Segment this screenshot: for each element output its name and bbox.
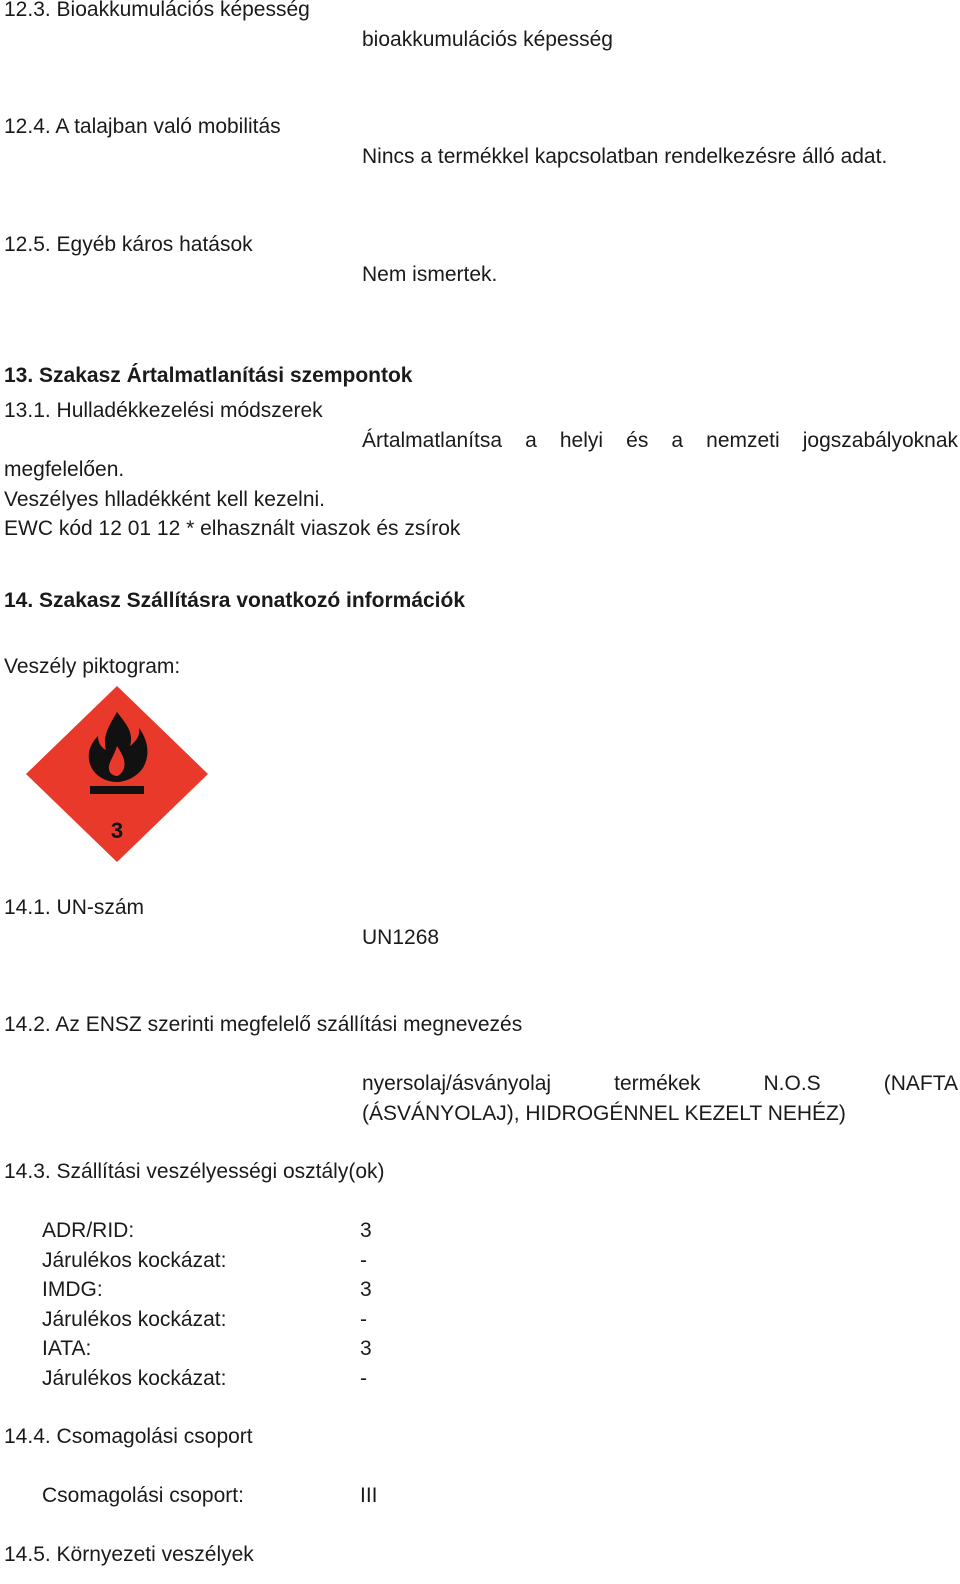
word: (NAFTA — [883, 1072, 958, 1095]
section-12-3-heading: 12.3. Bioakkumulációs képesség — [4, 0, 310, 21]
section-13-1-text-line1 — [362, 428, 958, 454]
section-13-1-text-line3: Veszélyes hlladékként kell kezelni. — [4, 488, 326, 511]
packing-group-value: III — [360, 1484, 378, 1507]
class-label-subsidiary-risk: Járulékos kockázat: — [42, 1308, 227, 1331]
word: helyi — [559, 429, 604, 452]
section-12-4-heading: 12.4. A talajban való mobilitás — [4, 115, 281, 138]
word: a — [671, 429, 684, 452]
class-label-subsidiary-risk: Járulékos kockázat: — [42, 1367, 227, 1390]
word: és — [626, 429, 649, 452]
class-label-imdg: IMDG: — [42, 1278, 103, 1301]
pictogram-class-number: 3 — [110, 818, 124, 843]
class-value-iata: 3 — [360, 1337, 372, 1360]
section-14-title: 14. Szakasz Szállításra vonatkozó információk — [4, 589, 466, 612]
word: termékek — [614, 1072, 701, 1095]
un-number-value: UN1268 — [362, 926, 440, 949]
class-value-subsidiary-risk: - — [360, 1308, 367, 1331]
class-value-imdg: 3 — [360, 1278, 372, 1301]
section-13-1-heading: 13.1. Hulladékkezelési módszerek — [4, 399, 323, 422]
section-12-5-value: Nem ismertek. — [362, 263, 498, 286]
section-14-1-heading: 14.1. UN-szám — [4, 896, 145, 919]
word: jogszabályoknak — [802, 429, 958, 452]
section-12-3-value: bioakkumulációs képesség — [362, 28, 613, 51]
section-14-3-heading: 14.3. Szállítási veszélyességi osztály(ok) — [4, 1160, 385, 1183]
class-value-subsidiary-risk: - — [360, 1249, 367, 1272]
word: nyersolaj/ásványolaj — [362, 1072, 552, 1095]
pictogram-label: Veszély piktogram: — [4, 655, 181, 678]
packing-group-label: Csomagolási csoport: — [42, 1484, 244, 1507]
class-label-subsidiary-risk: Járulékos kockázat: — [42, 1249, 227, 1272]
flammable-liquid-class-3-icon — [22, 684, 212, 864]
section-14-5-heading: 14.5. Környezeti veszélyek — [4, 1543, 254, 1566]
class-value-subsidiary-risk: - — [360, 1367, 367, 1390]
class-label-iata: IATA: — [42, 1337, 92, 1360]
word: a — [525, 429, 537, 452]
word: N.O.S — [763, 1072, 821, 1095]
class-value-adr-rid: 3 — [360, 1219, 372, 1242]
section-14-4-heading: 14.4. Csomagolási csoport — [4, 1425, 253, 1448]
section-13-1-text-line2: megfelelően. — [4, 458, 125, 481]
word: Ártalmatlanítsa — [362, 429, 503, 452]
section-13-title: 13. Szakasz Ártalmatlanítási szempontok — [4, 364, 413, 387]
section-12-5-heading: 12.5. Egyéb káros hatások — [4, 233, 253, 256]
section-13-1-ewc-code: EWC kód 12 01 12 * elhasznált viaszok és zsírok — [4, 517, 461, 540]
section-12-4-value: Nincs a termékkel kapcsolatban rendelkezésre álló adat. — [362, 145, 888, 168]
section-14-2-heading: 14.2. Az ENSZ szerinti megfelelő szállítási megnevezés — [4, 1013, 523, 1036]
class-label-adr-rid: ADR/RID: — [42, 1219, 135, 1242]
word: nemzeti — [706, 429, 780, 452]
shipping-name-line1 — [362, 1071, 958, 1097]
shipping-name-line2: (ÁSVÁNYOLAJ), HIDROGÉNNEL KEZELT NEHÉZ) — [362, 1102, 846, 1125]
